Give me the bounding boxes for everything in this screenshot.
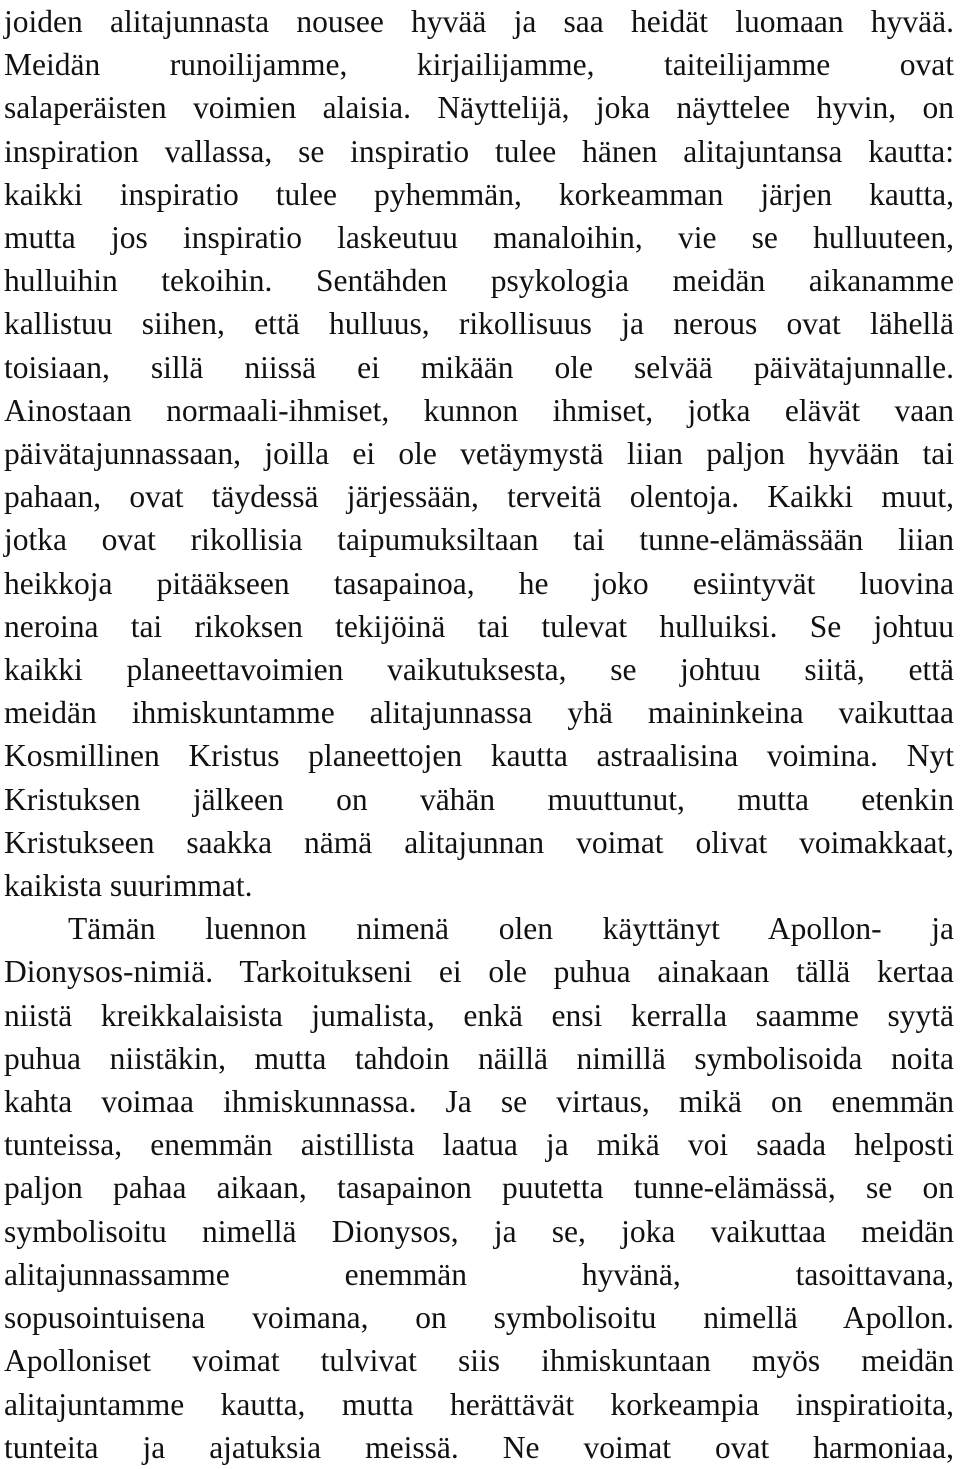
text-line: tunteita ja ajatuksia meissä. Ne voimat ovat harmoniaa, — [4, 1429, 954, 1465]
text-line: Tämän luennon nimenä olen käyttänyt Apollon- ja — [68, 911, 954, 947]
text-line: kaikista suurimmat. — [4, 868, 253, 904]
text-line: meidän ihmiskuntamme alitajunnassa yhä maininkeina vaikuttaa — [4, 695, 954, 731]
text-line: jotka ovat rikollisia taipumuksiltaan tai tunne-elämässään liian — [4, 522, 954, 558]
text-line: inspiration vallassa, se inspiratio tulee hänen alitajuntansa kautta: — [4, 133, 954, 169]
text-line: kallistuu siihen, että hulluus, rikollisuus ja nerous ovat lähellä — [4, 306, 954, 342]
text-line: heikkoja pitääkseen tasapainoa, he joko esiintyvät luovina — [4, 565, 954, 601]
text-line: Kosmillinen Kristus planeettojen kautta astraalisina voimina. Nyt — [4, 738, 954, 774]
document-page — [4, 0, 954, 1469]
text-line: hulluihin tekoihin. Sentähden psykologia meidän aikanamme — [4, 263, 954, 299]
text-line: pahaan, ovat täydessä järjessään, terveitä olentoja. Kaikki muut, — [4, 479, 954, 515]
text-line: paljon pahaa aikaan, tasapainon puutetta tunne-elämässä, se on — [4, 1170, 954, 1206]
paragraph-1 — [4, 0, 954, 907]
text-line: alitajunnassamme enemmän hyvänä, tasoittavana, — [4, 1256, 954, 1292]
text-line: toisiaan, sillä niissä ei mikään ole selvää päivätajunnalle. — [4, 349, 954, 385]
text-line: Apolloniset voimat tulvivat siis ihmiskuntaan myös meidän — [4, 1343, 954, 1379]
text-line: kahta voimaa ihmiskunnassa. Ja se virtaus, mikä on enemmän — [4, 1084, 954, 1120]
text-line: puhua niistäkin, mutta tahdoin näillä nimillä symbolisoida noita — [4, 1040, 954, 1076]
text-line: kaikki inspiratio tulee pyhemmän, korkeamman järjen kautta, — [4, 176, 954, 212]
text-line: sopusointuisena voimana, on symbolisoitu nimellä Apollon. — [4, 1300, 954, 1336]
text-line: alitajuntamme kautta, mutta herättävät korkeampia inspiratioita, — [4, 1386, 954, 1422]
text-line: kaikki planeettavoimien vaikutuksesta, se johtuu siitä, että — [4, 652, 954, 688]
text-line: symbolisoitu nimellä Dionysos, ja se, joka vaikuttaa meidän — [4, 1213, 954, 1249]
text-line: joiden alitajunnasta nousee hyvää ja saa heidät luomaan hyvää. — [4, 4, 954, 39]
text-line: Meidän runoilijamme, kirjailijamme, taiteilijamme ovat — [4, 47, 954, 83]
text-line: tunteissa, enemmän aistillista laatua ja mikä voi saada helposti — [4, 1127, 954, 1163]
text-line: päivätajunnassaan, joilla ei ole vetäymystä liian paljon hyvään tai — [4, 436, 954, 472]
text-line: Kristuksen jälkeen on vähän muuttunut, mutta etenkin — [4, 781, 954, 817]
text-line: salaperäisten voimien alaisia. Näyttelijä, joka näyttelee hyvin, on — [4, 90, 954, 126]
text-line: Dionysos-nimiä. Tarkoitukseni ei ole puhua ainakaan tällä kertaa — [4, 954, 954, 990]
text-line: Ainostaan normaali-ihmiset, kunnon ihmiset, jotka elävät vaan — [4, 392, 954, 428]
text-line: neroina tai rikoksen tekijöinä tai tulevat hulluiksi. Se johtuu — [4, 608, 954, 644]
text-line: mutta jos inspiratio laskeutuu manaloihin, vie se hulluuteen, — [4, 220, 954, 256]
text-line: niistä kreikkalaisista jumalista, enkä ensi kerralla saamme syytä — [4, 997, 954, 1033]
paragraph-2 — [4, 907, 954, 1469]
text-line: Kristukseen saakka nämä alitajunnan voimat olivat voimakkaat, — [4, 824, 954, 860]
